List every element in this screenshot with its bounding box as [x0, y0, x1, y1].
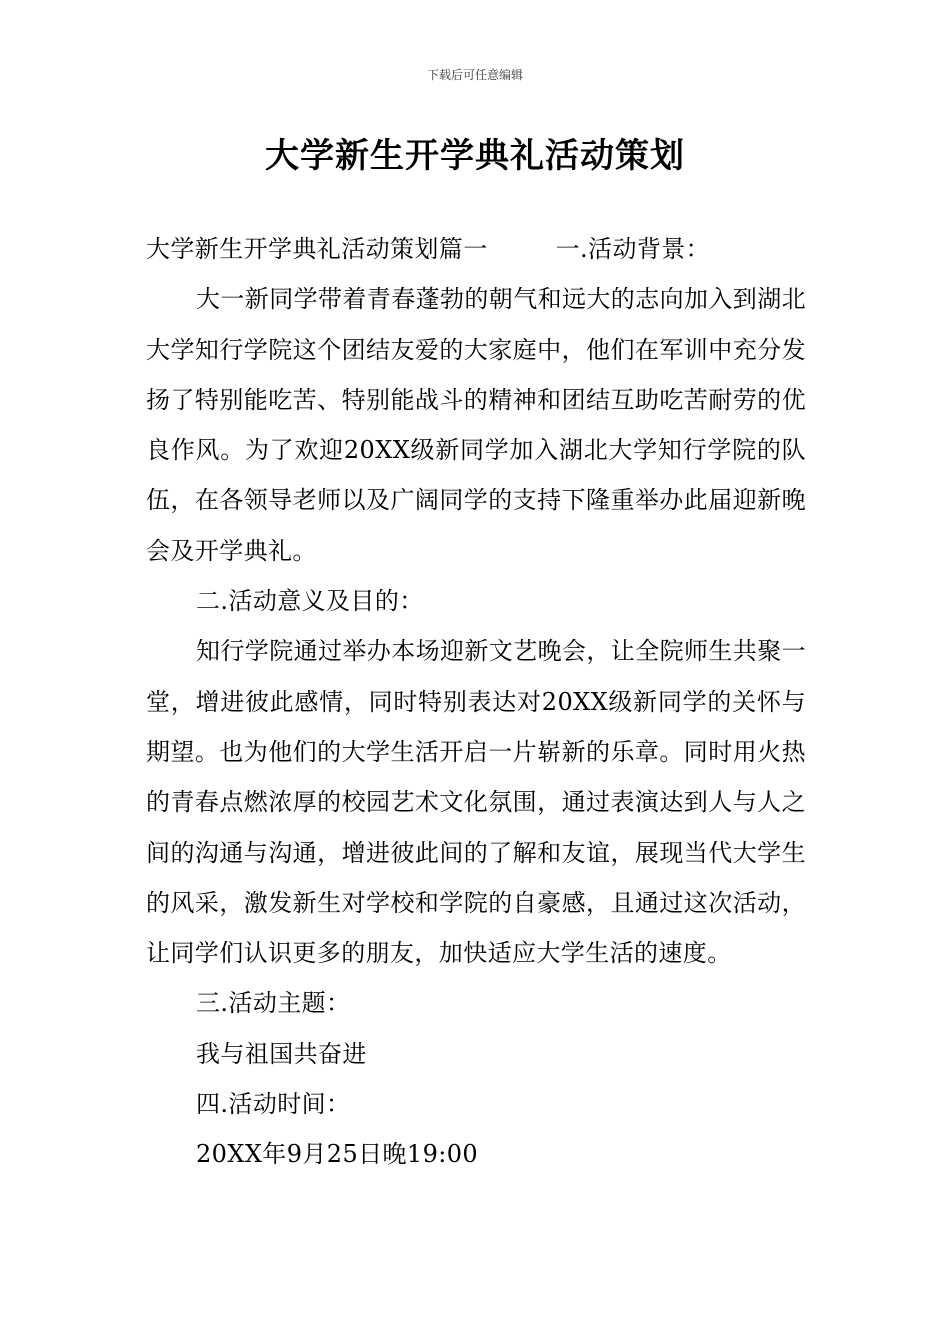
part-label: 大学新生开学典礼活动策划篇一	[146, 235, 488, 263]
paragraph-purpose: 知行学院通过举办本场迎新文艺晚会，让全院师生共聚一堂，增进彼此感情，同时特别表达对20XX级新同学的关怀与期望。也为他们的大学生活开启一片崭新的乐章。同时用火热的青春点燃浓厚的校园艺术文化氛围，通过表演达到人与人之间的沟通与沟通，增进彼此间的了解和友谊，展现当代大学生的风采，激发新生对学校和学院的自豪感，且通过这次活动，让同学们认识更多的朋友，加快适应大学生活的速度。	[146, 637, 806, 968]
paragraph-theme: 我与祖国共奋进	[196, 1039, 367, 1068]
intro-line	[146, 224, 806, 274]
section-heading-time: 四.活动时间：	[196, 1090, 351, 1119]
document-body	[146, 224, 806, 1180]
paragraph-time: 20XX年9月25日晚19:00	[196, 1140, 479, 1169]
section-heading-theme: 三.活动主题：	[196, 989, 351, 1018]
document-title: 大学新生开学典礼活动策划	[265, 136, 685, 176]
section-heading-background: 一.活动背景：	[555, 235, 711, 263]
paragraph-background: 大一新同学带着青春蓬勃的朝气和远大的志向加入到湖北大学知行学院这个团结友爱的大家庭中，他们在军训中充分发扬了特别能吃苦、特别能战斗的精神和团结互助吃苦耐劳的优良作风。为了欢迎20XX级新同学加入湖北大学知行学院的队伍，在各领导老师以及广阔同学的支持下隆重举办此届迎新晚会及开学典礼。	[146, 285, 806, 565]
header-note: 下载后可任意编辑	[426, 68, 523, 82]
section-heading-purpose: 二.活动意义及目的：	[196, 587, 424, 616]
